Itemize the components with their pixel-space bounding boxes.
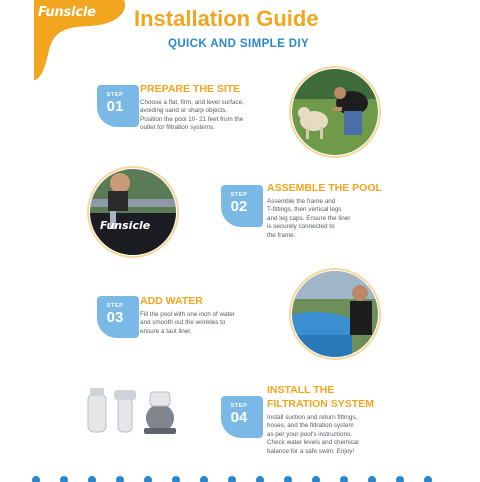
- page-subtitle: QUICK AND SIMPLE DIY: [168, 38, 310, 50]
- step-04-description: Install suction and return fittings, hoses, and the filtration system as per your pool's instructions. Check water levels and chemical balance for a safe swim. Enjoy!: [267, 414, 359, 455]
- filtration-products-image: [84, 384, 184, 436]
- step-03-number: 03: [106, 309, 124, 326]
- step-03-title: ADD WATER: [140, 295, 203, 307]
- step-02-number: 02: [230, 198, 248, 215]
- step-03-badge: STEP 03: [95, 294, 141, 340]
- bottom-dot-divider: [30, 474, 450, 482]
- step-04-badge: STEP 04: [219, 394, 265, 440]
- photo-brand-mark: Funsicle: [100, 219, 151, 232]
- brand-logo: Funsicle: [38, 5, 96, 20]
- step-01-badge: STEP 01: [95, 83, 141, 129]
- step-02-photo-frame-assembly: [90, 169, 176, 255]
- step-01-description: Choose a flat, firm, and level surface, avoiding sand or sharp objects. Position the pool 10- 21 feet from the outlet for filtration systems.: [140, 99, 244, 132]
- step-03-description: Fill the pool with one inch of water and smooth out the wrinkles to ensure a taut liner.: [140, 311, 235, 335]
- step-02-description: Assemble the frame and T-fittings, then vertical legs and leg caps. Ensure the liner is securely connected to the frame.: [267, 198, 351, 239]
- page-title: Installation Guide: [134, 6, 319, 31]
- step-01-number: 01: [106, 98, 124, 115]
- step-03-photo-filling-pool: [292, 271, 378, 357]
- step-02-badge: STEP 02: [219, 183, 265, 229]
- step-04-number: 04: [230, 409, 248, 426]
- step-01-title: PREPARE THE SITE: [140, 83, 241, 95]
- step-02-title: ASSEMBLE THE POOL: [267, 182, 382, 194]
- step-01-photo-man-with-dog: [292, 69, 378, 155]
- step-04-title: INSTALL THE FILTRATION SYSTEM: [267, 384, 374, 410]
